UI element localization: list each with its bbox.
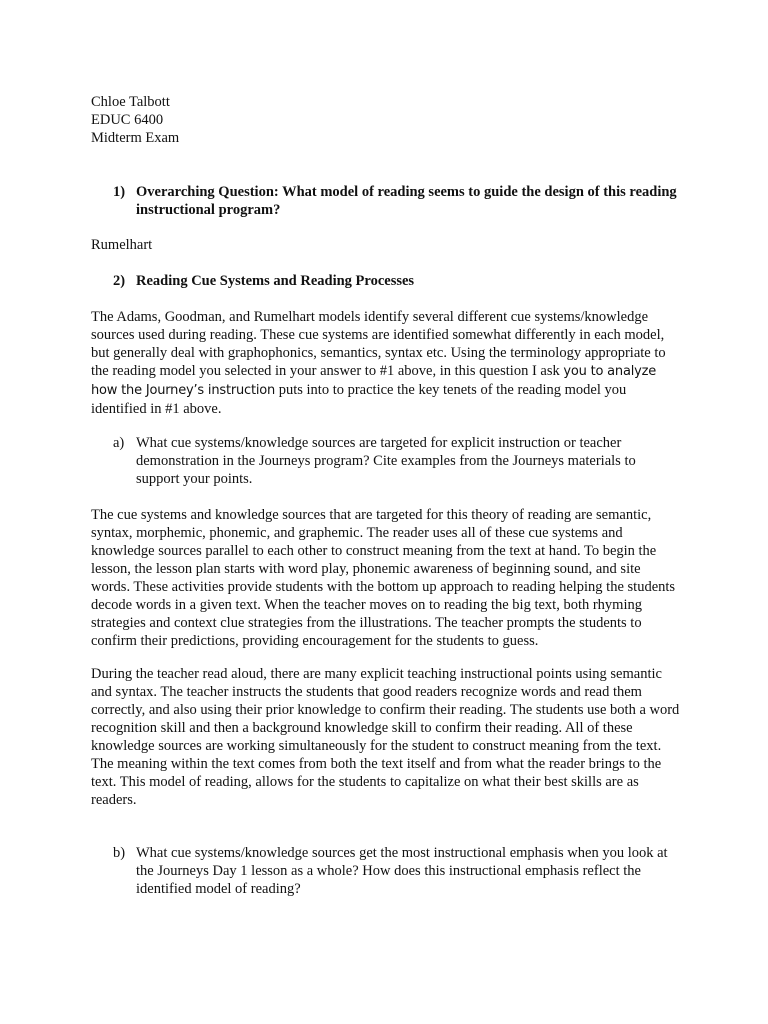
question-2-intro <box>91 308 681 418</box>
intro-text-part1: The Adams, Goodman, and Rumelhart models identify several different cue systems/knowledge sources used during reading. These cue systems are identified somewhat differently in each model, but generally deal with graphophonics, semantics, syntax etc. Using the terminology appropriate to the reading model you selected in your answer to #1 above, in this question I ask <box>91 309 666 379</box>
subquestion-b-text: What cue systems/knowledge sources get the most instructional emphasis when you look at the Journeys Day 1 lesson as a whole? How does this instructional emphasis reflect the identified model of reading? <box>136 845 668 897</box>
subquestion-b-label: b) <box>113 845 126 861</box>
intro-text-part3: puts into to practice the key tenets of the reading model you identified in #1 above. <box>91 382 627 417</box>
subquestion-a-label: a) <box>113 435 125 451</box>
student-name: Chloe Talbott <box>91 94 170 110</box>
exam-title: Midterm Exam <box>91 130 180 146</box>
course-code: EDUC 6400 <box>91 112 164 128</box>
answer-a-paragraph-1: The cue systems and knowledge sources that are targeted for this theory of reading are semantic, syntax, morphemic, phonemic, and graphemic. The reader uses all of these cue systems and knowledge sources parallel to each other to construct meaning from the text at hand. To begin the lesson, the lesson plan starts with word play, phonemic awareness of beginning sound, and site words. These activities provide students with the bottom up approach to reading helping the students decode words in a given text. When the teacher moves on to reading the big text, both rhyming strategies and context clue strategies from the illustrations. The teacher prompts the students to confirm their predictions, providing encouragement for the students to guess. <box>91 507 676 649</box>
document-header <box>91 93 681 147</box>
question-1-text: Overarching Question: What model of reading seems to guide the design of this reading instructional program? <box>136 184 677 218</box>
question-1-number: 1) <box>113 184 126 200</box>
question-1-answer: Rumelhart <box>91 237 153 253</box>
answer-a-paragraph-2: During the teacher read aloud, there are many explicit teaching instructional points using semantic and syntax. The teacher instructs the students that good readers recognize words and read them correctly, and also using their prior knowledge to confirm their reading. The students use both a word recognition skill and then a background knowledge skill to confirm their reading. All of these knowledge sources are working simultaneously for the student to construct meaning from the text. The meaning within the text comes from both the text itself and from what the reader brings to the text. This model of reading, allows for the students to capitalize on what their best skills are as readers. <box>91 666 680 808</box>
question-2-number: 2) <box>113 273 126 289</box>
subquestion-a-text: What cue systems/knowledge sources are targeted for explicit instruction or teacher demonstration in the Journeys program? Cite examples from the Journeys materials to support your points. <box>136 435 636 487</box>
question-2-heading: Reading Cue Systems and Reading Processes <box>136 273 415 289</box>
intro-text-part2: you to analyze how the Journey’s instruction <box>91 364 657 398</box>
